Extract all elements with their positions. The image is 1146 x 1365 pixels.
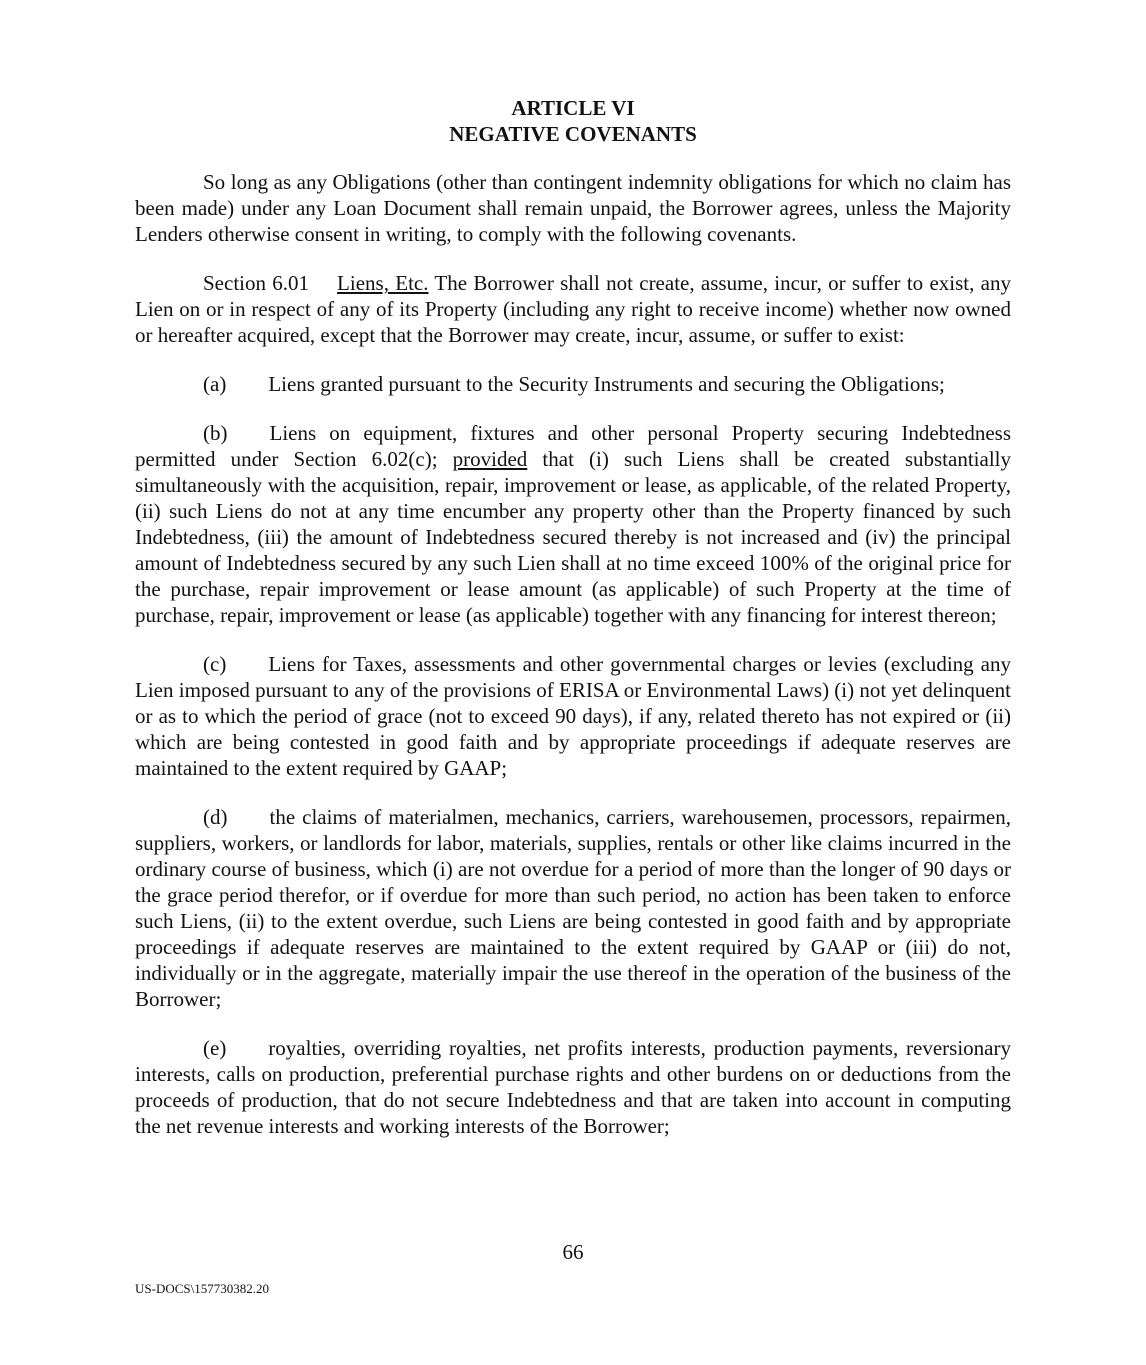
clause-b xyxy=(135,420,1011,628)
article-title: NEGATIVE COVENANTS xyxy=(449,122,697,146)
clause-label: (a) xyxy=(203,372,227,396)
section-caption: Liens, Etc. xyxy=(337,271,429,295)
intro-paragraph: So long as any Obligations (other than contingent indemnity obligations for which no claim has been made) under any Loan Document shall remain unpaid, the Borrower agrees, unless the Majority Lenders otherwise consent in writing, to comply with the following covenants. xyxy=(135,170,1011,246)
section-number: Section 6.01 xyxy=(203,271,310,295)
clause-label: (e) xyxy=(203,1036,227,1060)
clause-text: Liens for Taxes, assessments and other governmental charges or levies (excluding any Lien imposed pursuant to any of the provisions of ERISA or Environmental Laws) (i) not yet delinquent or as to which the period of grace (not to exceed 90 days), if any, related thereto has not expired or (ii) which are being contested in good faith and by appropriate proceedings if adequate reserves are maintained to the extent required by GAAP; xyxy=(135,652,1012,780)
document-id: US-DOCS\157730382.20 xyxy=(135,1281,269,1296)
clause-text: the claims of materialmen, mechanics, carriers, warehousemen, processors, repairmen, suppliers, workers, or landlords for labor, materials, supplies, rentals or other like claims incurred in the ordinary course of business, which (i) are not overdue for a period of more than the longer of 90 days or the grace period therefor, or if overdue for more than such period, no action has been taken to enforce such Liens, (ii) to the extent overdue, such Liens are being contested in good faith and by appropriate proceedings if adequate reserves are maintained to the extent required by GAAP or (iii) do not, individually or in the aggregate, materially impair the use thereof in the operation of the business of the Borrower; xyxy=(135,805,1011,1011)
clause-label: (b) xyxy=(203,421,228,445)
clause-c xyxy=(135,651,1011,781)
clause-text: Liens granted pursuant to the Security Instruments and securing the Obligations; xyxy=(268,372,945,396)
page-content xyxy=(135,95,1011,1139)
clause-text: royalties, overriding royalties, net profits interests, production payments, reversionary interests, calls on production, preferential purchase rights and other burdens on or deductions from the proceeds of production, that do not secure Indebtedness and that are taken into account in computing the net revenue interests and working interests of the Borrower; xyxy=(135,1036,1011,1138)
clause-label: (c) xyxy=(203,652,227,676)
article-number: ARTICLE VI xyxy=(511,96,635,120)
clause-text-continued: that (i) such Liens shall be created substantially simultaneously with the acquisition, repair, improvement or lease, as applicable, of the related Property, (ii) such Liens do not at any time encumber any property other than the Property financed by such Indebtedness, (iii) the amount of Indebtedness secured thereby is not increased and (iv) the principal amount of Indebtedness secured by any such Lien shall at no time exceed 100% of the original price for the purchase, repair improvement or lease amount (as applicable) of such Property at the time of purchase, repair, improvement or lease (as applicable) together with any financing for interest thereon; xyxy=(135,447,1011,627)
page-number: 66 xyxy=(562,1240,584,1264)
clause-e xyxy=(135,1035,1011,1139)
clause-a xyxy=(135,371,1011,397)
provided-emphasis: provided xyxy=(452,447,528,471)
clause-d xyxy=(135,804,1011,1012)
section-6-01-paragraph xyxy=(135,270,1011,348)
section-text: The Borrower shall not create, assume, incur, or suffer to exist, any Lien on or in respect of any of its Property (including any right to receive income) whether now owned or hereafter acquired, except that the Borrower may create, incur, assume, or suffer to exist: xyxy=(135,271,1011,347)
clause-text: Liens on equipment, fixtures and other personal Property securing Indebtedness permitted under Section 6.02(c); xyxy=(135,421,1011,471)
clause-label: (d) xyxy=(203,805,228,829)
